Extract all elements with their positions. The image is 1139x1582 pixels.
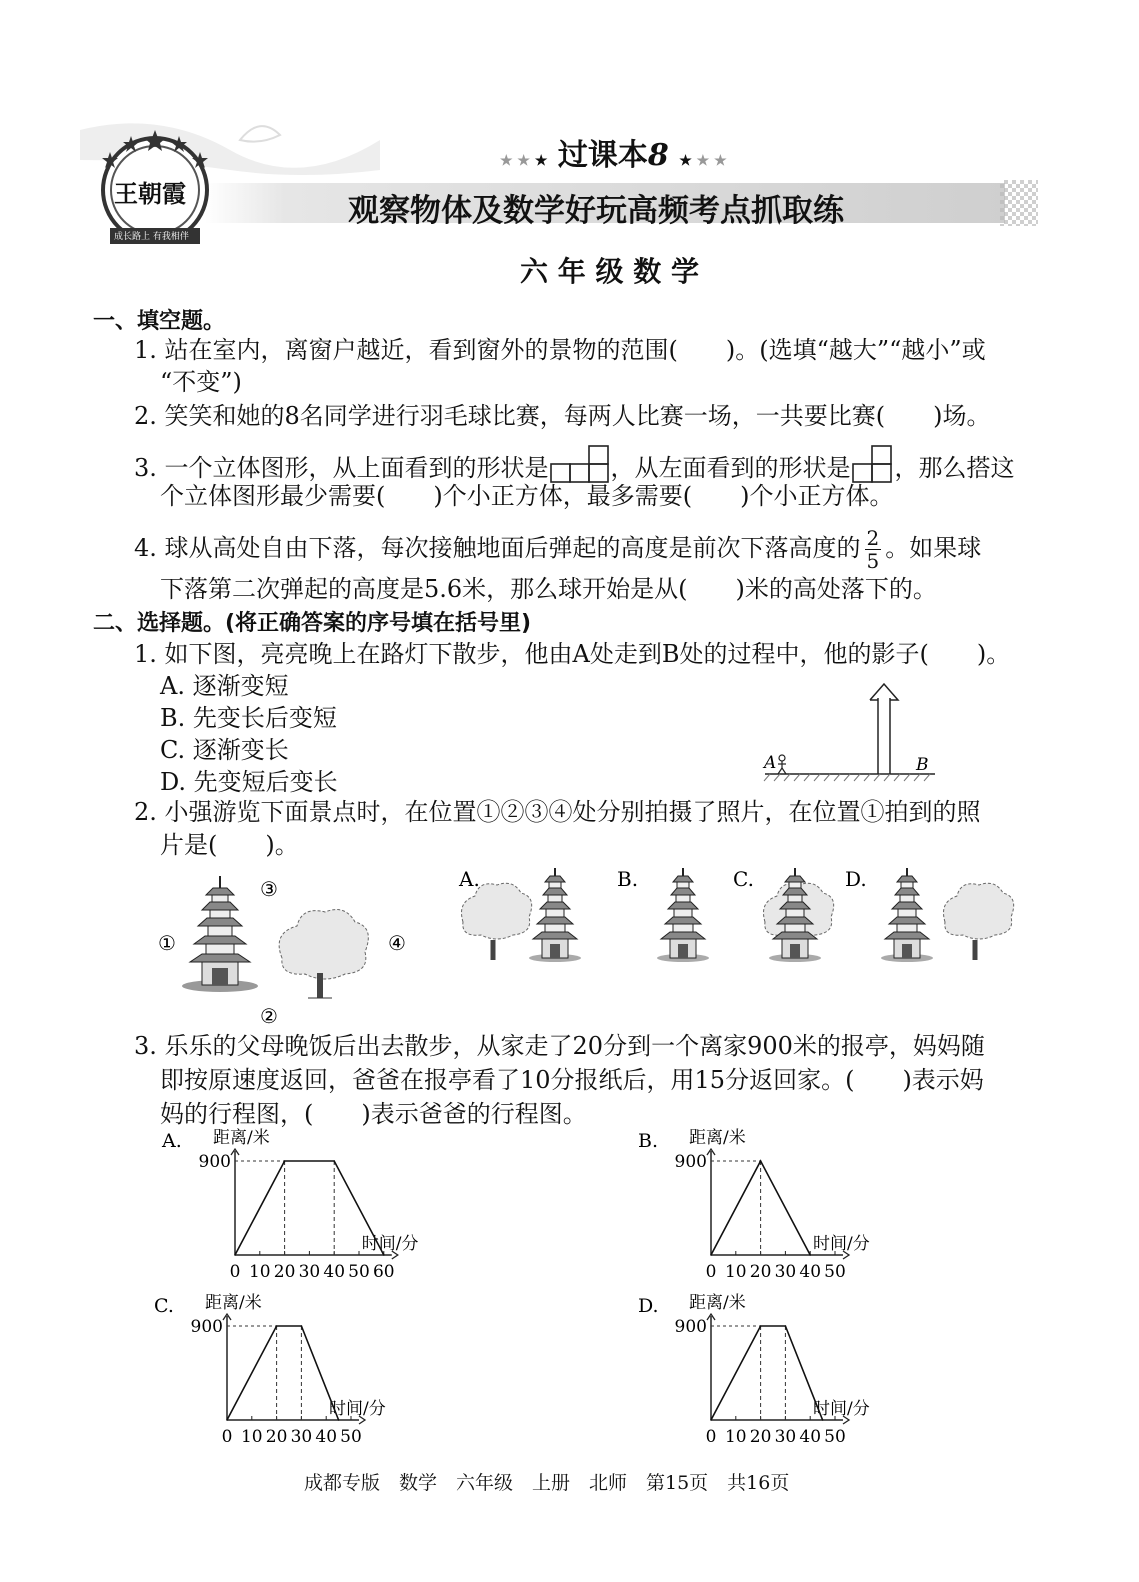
logo [96, 128, 214, 246]
grade-subtitle: 六 年 级 数 学 [520, 255, 699, 288]
x-axis-label: 时间/分 [813, 1399, 870, 1419]
chart-option-label: D. [638, 1295, 659, 1317]
s2-q1: 1. 如下图，亮亮晚上在路灯下散步，他由A处走到B处的过程中，他的影子( )。 [134, 640, 1011, 668]
q3-part-b: ，从左面看到的形状是 [610, 454, 851, 482]
chart-d [636, 1290, 956, 1450]
data-point [226, 1419, 228, 1421]
series-line [227, 1326, 339, 1420]
q3-line2: 个立体图形最少需要( )个小正方体，最多需要( )个小正方体。 [160, 482, 894, 510]
q1-line2: “不变”) [160, 368, 242, 396]
left-view-figure [851, 444, 895, 484]
q4-line2: 下落第二次弹起的高度是5.6米，那么球开始是从( )米的高处落下的。 [160, 575, 937, 603]
data-point [710, 1254, 712, 1256]
checker-decoration [1000, 180, 1038, 226]
x-tick-label: 50 [824, 1262, 846, 1282]
x-tick-label: 40 [323, 1262, 346, 1282]
y-axis-label: 距离/米 [205, 1293, 262, 1313]
chart-option-label: A. [162, 1130, 182, 1152]
option-a-label: A. [459, 867, 480, 891]
fraction-numerator: 2 [866, 526, 880, 550]
s2-q2-line1: 2. 小强游览下面景点时，在位置①②③④处分别拍摄了照片，在位置①拍到的照 [134, 798, 981, 826]
stars-right: ★ ★ [691, 153, 727, 169]
data-point [383, 1254, 385, 1256]
x-tick-label: 10 [724, 1262, 747, 1282]
data-point [333, 1160, 335, 1162]
scene-figure [150, 868, 430, 1028]
x-tick-label: 0 [705, 1427, 717, 1447]
point-a-label: A [764, 753, 777, 773]
section1-heading: 一、填空题。 [93, 309, 226, 334]
s2-q3-line3: 妈的行程图，( )表示爸爸的行程图。 [160, 1100, 587, 1128]
logo-text: 王朝霞 [114, 179, 186, 208]
streetlight-figure [760, 678, 940, 783]
x-tick-label: 40 [799, 1262, 822, 1282]
stars-left: ★ ★ [500, 153, 535, 169]
x-tick-label: 40 [315, 1427, 338, 1447]
x-tick-label: 30 [774, 1262, 797, 1282]
y-tick-label: 900 [198, 1152, 231, 1172]
y-axis-label: 距离/米 [689, 1293, 746, 1313]
q3-part-c: ，那么搭这 [894, 454, 1015, 482]
section2-heading: 二、选择题。(将正确答案的序号填在括号里) [93, 611, 532, 636]
series-label: 过课本 [557, 138, 648, 173]
x-tick-label: 30 [290, 1427, 313, 1447]
q2-text: 2. 笑笑和她的8名同学进行羽毛球比赛，每两人比赛一场，一共要比赛( )场。 [134, 402, 991, 430]
data-point [760, 1160, 762, 1162]
x-tick-label: 20 [273, 1262, 296, 1282]
position-1: ① [158, 931, 176, 955]
series-number: 8 [647, 138, 669, 173]
y-axis-label: 距离/米 [213, 1128, 270, 1148]
s2-q1-option-a: A. 逐渐变短 [160, 672, 289, 700]
chart-a [160, 1125, 480, 1285]
x-tick-label: 10 [724, 1427, 747, 1447]
option-b-label: B. [617, 867, 639, 891]
chart-b [636, 1125, 956, 1285]
chart-c [152, 1290, 472, 1450]
data-point [284, 1160, 286, 1162]
x-tick-label: 20 [749, 1262, 772, 1282]
y-tick-label: 900 [190, 1317, 223, 1337]
x-axis-label: 时间/分 [813, 1234, 870, 1254]
chart-option-label: C. [154, 1295, 174, 1317]
x-tick-label: 30 [298, 1262, 321, 1282]
data-point [276, 1325, 278, 1327]
q1-line1: 1. 站在室内，离窗户越近，看到窗外的景物的范围( )。(选填“越大”“越小”或 [134, 336, 986, 364]
fraction-denominator: 5 [866, 549, 880, 573]
s2-q1-option-b: B. 先变长后变短 [160, 704, 337, 732]
point-b-label: B [916, 755, 929, 775]
data-point [301, 1325, 303, 1327]
option-c-label: C. [733, 867, 754, 891]
q2-options-figure [455, 862, 1025, 972]
x-tick-label: 60 [372, 1262, 395, 1282]
x-tick-label: 40 [799, 1427, 822, 1447]
position-3: ③ [260, 877, 278, 901]
q4-line1 [134, 527, 981, 572]
footer: 成都专版 数学 六年级 上册 北师 第15页 共16页 [304, 1472, 790, 1494]
s2-q3-line1: 3. 乐乐的父母晚饭后出去散步，从家走了20分到一个离家900米的报亭，妈妈随 [134, 1032, 985, 1060]
x-tick-label: 20 [749, 1427, 772, 1447]
q4-part-b: 。如果球 [885, 534, 982, 562]
data-point [822, 1419, 824, 1421]
x-tick-label: 0 [221, 1427, 233, 1447]
q3-part-a: 3. 一个立体图形，从上面看到的形状是 [134, 454, 549, 482]
top-view-figure [549, 444, 611, 484]
x-tick-label: 50 [824, 1427, 846, 1447]
page-title: 观察物体及数学好玩高频考点抓取练 [348, 193, 844, 229]
position-4: ④ [388, 931, 406, 955]
y-axis-label: 距离/米 [689, 1128, 746, 1148]
s2-q3-line2: 即按原速度返回，爸爸在报亭看了10分报纸后，用15分返回家。( )表示妈 [160, 1066, 984, 1094]
q3-line1 [134, 444, 1015, 484]
position-2: ② [260, 1004, 278, 1028]
lamp-post [870, 684, 898, 774]
data-point [710, 1419, 712, 1421]
x-tick-label: 10 [240, 1427, 263, 1447]
y-tick-label: 900 [674, 1317, 707, 1337]
logo-slogan: 成长路上 有我相伴 [114, 232, 189, 242]
x-tick-label: 0 [229, 1262, 241, 1282]
person-icon [778, 755, 786, 774]
x-tick-label: 50 [348, 1262, 370, 1282]
s2-q1-option-d: D. 先变短后变长 [160, 768, 338, 796]
x-tick-label: 0 [705, 1262, 717, 1282]
x-axis-label: 时间/分 [329, 1399, 386, 1419]
chart-option-label: B. [638, 1130, 659, 1152]
x-tick-label: 30 [774, 1427, 797, 1447]
option-d-label: D. [845, 867, 867, 891]
x-tick-label: 50 [340, 1427, 362, 1447]
x-tick-label: 20 [265, 1427, 288, 1447]
x-axis-label: 时间/分 [361, 1234, 419, 1254]
s2-q1-option-c: C. 逐渐变长 [160, 736, 289, 764]
data-point [785, 1325, 787, 1327]
data-point [809, 1254, 811, 1256]
data-point [760, 1325, 762, 1327]
series-line: ★ ★ ★ 过课本8 ★ ★ ★ [500, 138, 727, 173]
series-line [711, 1326, 823, 1420]
x-tick-label: 10 [248, 1262, 271, 1282]
q4-part-a: 4. 球从高处自由下落，每次接触地面后弹起的高度是前次下落高度的 [134, 534, 861, 562]
fraction [865, 527, 882, 572]
data-point [234, 1254, 236, 1256]
y-tick-label: 900 [674, 1152, 707, 1172]
data-point [338, 1419, 340, 1421]
s2-q2-line2: 片是( )。 [160, 831, 299, 859]
